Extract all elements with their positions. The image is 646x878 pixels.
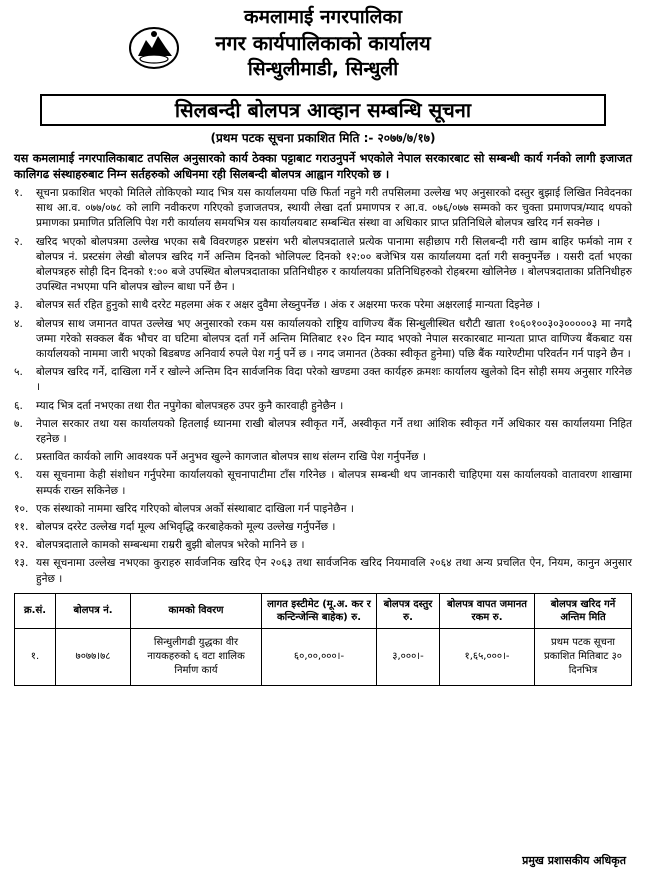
condition-text: यस सूचनामा केही संशोधन गर्नुपरेमा कार्यालयको सूचनापाटीमा टाँस गरिनेछ । बोलपत्र सम्बन्धी थप जानकारी चाहिएमा यस कार्यालयको वातावरण शाखामा सम्पर्क राख्न सकिनेछ । (36, 469, 632, 497)
condition-item (14, 538, 632, 553)
condition-number: १०. (14, 502, 29, 515)
table-row (15, 628, 632, 685)
office-name: नगर कार्यपालिकाको कार्यालय (215, 31, 431, 55)
condition-number: ४. (14, 317, 23, 330)
condition-item (14, 365, 632, 395)
col-last-date: बोलपत्र खरिद गर्ने अन्तिम मिति (535, 593, 632, 628)
condition-text: खरिद भएको बोलपत्रमा उल्लेख भएका सबै विवरणहरु प्रष्टसंग भरी बोलपत्रदाताले प्रत्येक पानामा सहीछाप गरी सिलबन्दी गरी खाम बाहिर फर्मको नाम र बोलपत्र नं. प्रस्टसंग लेखी बोलपत्र खरिद गर्ने अन्तिम दिनको भोलिपल्ट दिनको १२:०० बजेभित्र यस कार्यालयमा दर्ता गरी सक्नुपर्नेछ । यसरी दर्ता भएका बोलपत्रहरु सोही दिन दिनको १:०० बजे उपस्थित बोलपत्रदाताका प्रतिनिधीहरु र कार्यालयका प्रतिनिधिहरुको रोहबरमा खोलिनेछ । बोलपत्रदाताका प्रतिनिधीहरु उपस्थित नभएमा पनि बोलपत्र खोल्न बाधा पर्ने छैन । (36, 235, 632, 294)
condition-item (14, 520, 632, 535)
condition-number: १३. (14, 557, 29, 570)
condition-item (14, 502, 632, 517)
condition-number: ६. (14, 399, 23, 412)
cell-bid-security: १,६५,०००।- (440, 628, 535, 685)
condition-text: म्याद भित्र दर्ता नभएका तथा रीत नपुगेका बोलपत्रहरु उपर कुनै कारवाही हुनेछैन । (36, 399, 344, 412)
condition-text: बोलपत्रदाताले कामको सम्बन्धमा राम्ररी बुझी बोलपत्र भरेको मानिने छ । (36, 539, 305, 552)
cell-serial: १. (15, 628, 56, 685)
condition-item (14, 417, 632, 447)
col-bid-fee: बोलपत्र दस्तुर रु. (377, 593, 440, 628)
condition-number: ११. (14, 521, 29, 534)
condition-item (14, 450, 632, 465)
notice-intro: यस कमलामाई नगरपालिकाबाट तपसिल अनुसारको कार्य ठेक्का पट्टाबाट गराउनुपर्ने भएकोले नेपाल सरकारबाट सो सम्बन्धी कार्य गर्नको लागी इजाजत कालिगढ संस्थाहरुबाट निम्न सर्तहरुको अधिनमा रही सिलबन्दी बोलपत्र आह्वान गरिएको छ । (14, 151, 632, 181)
cell-bid-number: ७०७७।७८ (56, 628, 131, 685)
table-header-row (15, 593, 632, 628)
publish-date: (प्रथम पटक सूचना प्रकाशित मिति :- २०७७/७/१७) (210, 131, 436, 145)
condition-item (14, 399, 632, 414)
condition-text: बोलपत्र खरिद गर्ने, दाखिला गर्ने र खोल्ने अन्तिम दिन सार्वजनिक विदा परेको खण्डमा उक्त कार्यहरु क्रमशः कार्यालय खुलेको दिन सोही समय अनुसार गरिनेछ । (36, 366, 632, 394)
cell-bid-fee: ३,०००।- (377, 628, 440, 685)
condition-number: २. (14, 235, 23, 248)
condition-number: ७. (14, 417, 23, 430)
bid-details-table (14, 593, 632, 686)
condition-item (14, 298, 632, 313)
cell-last-date: प्रथम पटक सूचना प्रकाशित मितिबाट ३० दिनभित्र (535, 628, 632, 685)
notice-title: सिलबन्दी बोलपत्र आव्हान सम्बन्धि सूचना (40, 94, 606, 126)
condition-text: बोलपत्र साथ जमानत वापत उल्लेख भए अनुसारको रकम यस कार्यालयको राष्ट्रिय वाणिज्य बैंक सिन्धुलीस्थित धरौटी खाता १०६०१००३०३०००००३ मा नगदै जम्मा गरेको सक्कल बैंक भौचर वा घटिमा बोलपत्र दर्ता गर्ने अन्तिम मितिबाट १२० दिन म्याद भएको नेपाल सरकारबाट मान्यता प्राप्त वाणिज्य बैंकबाट यस कार्यालयको नाममा जारी भएको बिडबण्ड अनिवार्य रुपले पेश गर्नु पर्ने छ । नगद जमानत (ठेक्का स्वीकृत हुनेमा) पछि बैंक ग्यारेण्टीमा परिवर्तन गर्न पाइने छैन । (36, 317, 632, 361)
condition-number: १. (14, 187, 23, 199)
municipality-name: कमलामाई नगरपालिका (243, 6, 403, 28)
condition-number: १२. (14, 539, 29, 552)
condition-item (14, 556, 632, 586)
condition-item (14, 468, 632, 498)
condition-text: यस सूचनामा उल्लेख नभएका कुराहरु सार्वजनिक खरिद ऐन २०६३ तथा सार्वजनिक खरिद नियमावलि २०६४ तथा अन्य प्रचलित ऐन, नियम, कानुन अनुसार हुनेछ । (36, 557, 632, 585)
condition-text: एक संस्थाको नाममा खरिद गरिएको बोलपत्र अर्को संस्थाबाट दाखिला गर्न पाइनेछैन । (36, 502, 354, 515)
cell-work-description: सिन्धुलीगढी युद्धका वीर नायकहरुको ६ वटा शालिक निर्माण कार्य (131, 628, 262, 685)
condition-text: प्रस्तावित कार्यको लागि आवश्यक पर्ने अनुभव खुल्ने कागजात बोलपत्र साथ संलग्न राखि पेश गर्नुपर्नेछ । (36, 451, 426, 464)
conditions-list (14, 186, 632, 587)
condition-item (14, 235, 632, 296)
condition-item (14, 317, 632, 363)
condition-number: ५. (14, 366, 23, 379)
office-address: सिन्धुलीमाडी, सिन्धुली (247, 58, 399, 80)
col-cost-estimate: लागत इस्टीमेट (मू.अ. कर र कन्टिन्जेन्सि बाहेक) रु. (262, 593, 377, 628)
condition-text: नेपाल सरकार तथा यस कार्यालयको हितलाई ध्यानमा राखी बोलपत्र स्वीकृत गर्ने, अस्वीकृत गर्ने तथा आंशिक स्वीकृत गर्ने अधिकार यस कार्यालयमा निहित रहनेछ । (36, 417, 632, 446)
col-work-description: कामको विवरण (131, 593, 262, 628)
condition-text: सूचना प्रकाशित भएको मितिले तोकिएको म्याद भित्र यस कार्यालयमा पछि फिर्ता नहुने गरी तपसिलमा उल्लेख भए अनुसारको दस्तुर बुझाई लिखित निवेदनका साथ आ.व. ०७७/०७८ को लागि नवीकरण गरिएको इजाजतपत्र, स्थायी लेखा दर्ता प्रमाणपत्र र आ.व. ०७६/०७७ सम्मको कर चुक्ता प्रमाणपत्र/म्याद थपको प्रमाणका प्रमाणित प्रतिलिपि पेश गरी कार्यालय समयभित्र यस कार्यालयबाट सम्बन्धित संस्था वा अधिकार प्राप्त प्रतिनिधिले बोलपत्र खरिद गर्न सक्नेछ । (36, 187, 632, 230)
letterhead (0, 0, 646, 88)
condition-number: ९. (14, 469, 23, 482)
col-bid-number: बोलपत्र नं. (56, 593, 131, 628)
col-serial: क्र.सं. (15, 593, 56, 628)
col-bid-security: बोलपत्र वापत जमानत रकम रु. (440, 593, 535, 628)
condition-number: ८. (14, 451, 23, 464)
condition-number: ३. (14, 299, 23, 312)
condition-text: बोलपत्र सर्त रहित हुनुको साथै दररेट महलमा अंक र अक्षर दुवैमा लेख्नुपर्नेछ । अंक र अक्षरमा फरक परेमा अक्षरलाई मान्यता दिइनेछ । (36, 299, 541, 312)
condition-text: बोलपत्र दररेट उल्लेख गर्दा मूल्य अभिवृद्धि करबाहेकको मूल्य उल्लेख गर्नुपर्नेछ । (36, 521, 336, 534)
cell-cost-estimate: ६०,००,०००।- (262, 628, 377, 685)
signatory-title: प्रमुख प्रशासकीय अधिकृत (522, 854, 626, 867)
condition-item (14, 186, 632, 232)
